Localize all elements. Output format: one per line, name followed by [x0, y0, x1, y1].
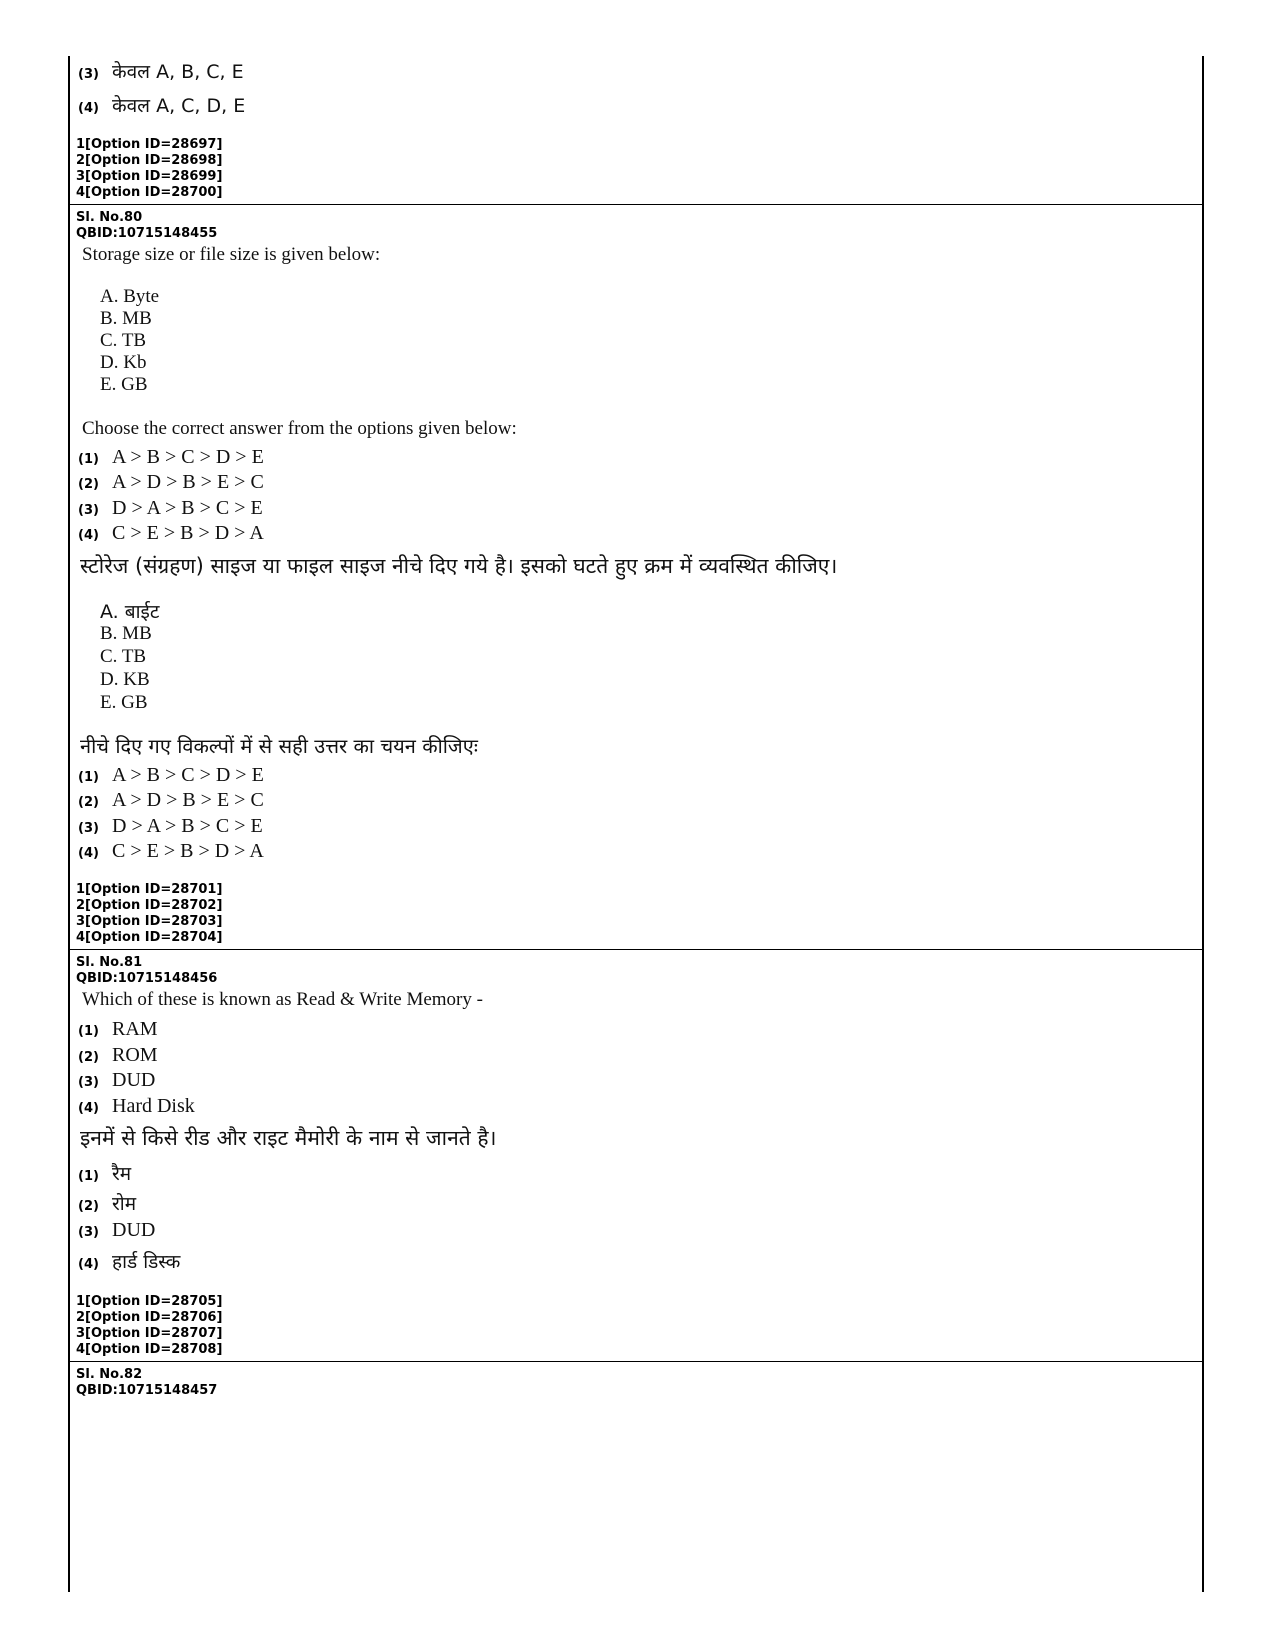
question-divider — [70, 1361, 1202, 1362]
option-text: DUD — [112, 1069, 156, 1091]
option-id: 3[Option ID=28703] — [76, 914, 223, 929]
option-id: 3[Option ID=28707] — [76, 1326, 223, 1341]
option-text: A > D > B > E > C — [112, 789, 264, 811]
list-item: D. KB — [100, 669, 150, 690]
option-text: रोम — [112, 1193, 137, 1215]
option-number: (4) — [78, 846, 99, 861]
option-row — [78, 1069, 155, 1092]
option-row — [78, 1219, 155, 1242]
option-text: Hard Disk — [112, 1095, 195, 1117]
option-row — [78, 764, 264, 787]
option-id: 2[Option ID=28702] — [76, 898, 223, 913]
option-text: हार्ड डिस्क — [112, 1251, 181, 1273]
option-number: (1) — [78, 1169, 99, 1184]
qbid: QBID:10715148455 — [76, 226, 218, 241]
option-number: (4) — [78, 101, 99, 116]
serial-number: Sl. No.82 — [76, 1367, 143, 1382]
list-item: B. MB — [100, 308, 152, 329]
serial-number: Sl. No.80 — [76, 210, 143, 225]
option-number: (2) — [78, 477, 99, 492]
question-statement-hi: स्टोरेज (संग्रहण) साइज या फाइल साइज नीचे दिए गये है। इसको घटते हुए क्रम में व्यवस्थित कीजिए। — [80, 554, 838, 578]
option-number: (2) — [78, 1050, 99, 1065]
option-text: A > B > C > D > E — [112, 764, 264, 786]
list-item: A. Byte — [100, 286, 160, 307]
option-row — [78, 497, 263, 520]
option-number: (3) — [78, 1225, 99, 1240]
option-number: (2) — [78, 1199, 99, 1214]
question-statement-en: Storage size or file size is given below: — [82, 244, 381, 265]
option-number: (3) — [78, 67, 99, 82]
option-id: 4[Option ID=28704] — [76, 930, 223, 945]
option-text: A > B > C > D > E — [112, 446, 264, 468]
option-row — [78, 58, 244, 84]
option-number: (1) — [78, 770, 99, 785]
list-item: C. TB — [100, 330, 147, 351]
option-id: 1[Option ID=28701] — [76, 882, 223, 897]
option-row — [78, 446, 264, 469]
option-text: C > E > B > D > A — [112, 840, 264, 862]
question-paper-page — [68, 56, 1204, 1592]
option-number: (3) — [78, 1075, 99, 1090]
option-number: (4) — [78, 1101, 99, 1116]
list-item: C. TB — [100, 646, 147, 667]
option-id: 1[Option ID=28697] — [76, 137, 223, 152]
list-item: E. GB — [100, 374, 148, 395]
option-row — [78, 789, 264, 812]
option-text: D > A > B > C > E — [112, 497, 263, 519]
option-row — [78, 471, 264, 494]
option-text: केवल A, C, D, E — [112, 95, 246, 117]
option-row — [78, 92, 245, 118]
question-statement-en: Which of these is known as Read & Write Memory - — [82, 989, 483, 1010]
option-number: (3) — [78, 821, 99, 836]
option-text: C > E > B > D > A — [112, 522, 264, 544]
option-id: 1[Option ID=28705] — [76, 1294, 223, 1309]
option-row — [78, 1190, 136, 1216]
option-number: (4) — [78, 528, 99, 543]
option-row — [78, 1095, 195, 1118]
option-row — [78, 1044, 158, 1067]
list-item: B. MB — [100, 623, 152, 644]
option-row — [78, 815, 263, 838]
choose-instruction-hi: नीचे दिए गए विकल्पों में से सही उत्तर का चयन कीजिएः — [80, 734, 478, 758]
option-row — [78, 1248, 180, 1274]
option-number: (2) — [78, 795, 99, 810]
option-text: केवल A, B, C, E — [112, 61, 244, 83]
list-item: D. Kb — [100, 352, 147, 373]
option-row — [78, 1160, 131, 1186]
list-item: A. बाईट — [100, 601, 160, 623]
option-number: (4) — [78, 1257, 99, 1272]
option-id: 3[Option ID=28699] — [76, 169, 223, 184]
question-divider — [70, 204, 1202, 205]
question-divider — [70, 949, 1202, 950]
option-row — [78, 522, 264, 545]
qbid: QBID:10715148457 — [76, 1383, 218, 1398]
option-number: (3) — [78, 503, 99, 518]
option-row — [78, 840, 264, 863]
option-number: (1) — [78, 1024, 99, 1039]
option-text: ROM — [112, 1044, 158, 1066]
question-statement-hi: इनमें से किसे रीड और राइट मैमोरी के नाम से जानते है। — [80, 1126, 497, 1150]
option-text: D > A > B > C > E — [112, 815, 263, 837]
option-text: रैम — [112, 1163, 132, 1185]
option-id: 2[Option ID=28698] — [76, 153, 223, 168]
option-row — [78, 1018, 158, 1041]
option-number: (1) — [78, 452, 99, 467]
serial-number: Sl. No.81 — [76, 955, 143, 970]
option-text: A > D > B > E > C — [112, 471, 264, 493]
option-id: 4[Option ID=28708] — [76, 1342, 223, 1357]
list-item: E. GB — [100, 692, 148, 713]
choose-instruction-en: Choose the correct answer from the options given below: — [82, 418, 517, 439]
option-id: 2[Option ID=28706] — [76, 1310, 223, 1325]
qbid: QBID:10715148456 — [76, 971, 218, 986]
option-id: 4[Option ID=28700] — [76, 185, 223, 200]
option-text: RAM — [112, 1018, 158, 1040]
option-text: DUD — [112, 1219, 156, 1241]
